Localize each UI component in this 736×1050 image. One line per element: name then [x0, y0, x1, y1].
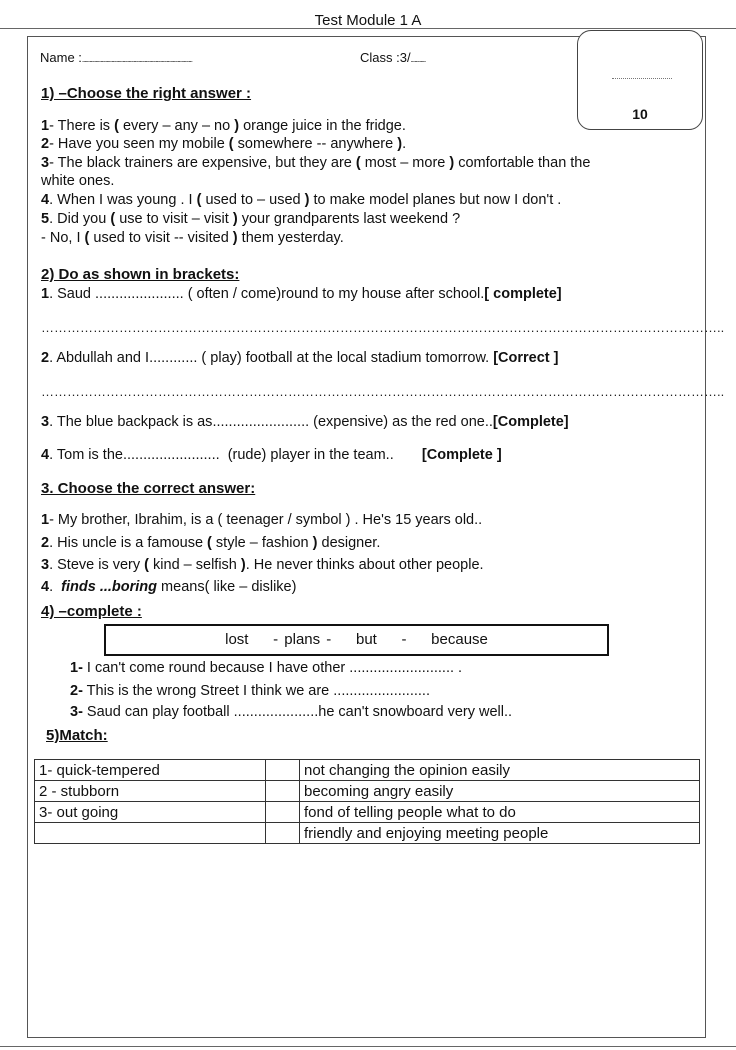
s3-q1-text: - My brother, Ibrahim, is a ( teenager / symbol ) . He's 15 years old..: [49, 512, 483, 528]
s3-q4-rest: means( like – dislike): [157, 579, 297, 595]
s1-q2-number: 2: [41, 136, 50, 152]
s2-q2-blank: ............: [149, 350, 198, 366]
s3-q4-number: 4: [41, 579, 50, 595]
s1-q2-text: - Have you seen my mobile: [49, 136, 229, 152]
s2-question-4: [41, 447, 502, 463]
s1-q2-rest: .: [402, 136, 407, 152]
s2-q4-instruction: [Complete ]: [421, 447, 502, 463]
s3-q2-text: . His uncle is a famouse: [49, 535, 208, 551]
s2-q2-rest: ( play) football at the local stadium tomorrow.: [197, 350, 494, 366]
match-answer-cell[interactable]: [266, 781, 300, 802]
s3-question-3: [41, 557, 484, 573]
name-blank: ..........................................................................................: [81, 55, 192, 64]
s1-question-3-cont: white ones.: [41, 173, 115, 189]
s2-question-1: [41, 286, 562, 302]
section-3-title: 3. Choose the correct answer:: [41, 480, 256, 497]
s4-question-3: [70, 704, 512, 720]
s2-question-3: [41, 414, 569, 430]
s2-q1-answer-line: …………………………………………………………………………………………………………………………………………..: [41, 320, 725, 335]
s3-q4-phrase: finds ...boring: [61, 579, 158, 595]
match-answer-cell[interactable]: [266, 802, 300, 823]
s3-q2-rest: designer.: [317, 535, 381, 551]
s2-question-2: [41, 350, 558, 366]
s4-q3-blank: .....................: [233, 704, 319, 720]
s1-q3-options: most – more: [360, 155, 450, 171]
s1-q5b-rest: them yesterday.: [237, 230, 344, 246]
s1-q5-number: 5: [41, 211, 50, 227]
s1-q5-rest: your grandparents last weekend ?: [237, 211, 461, 227]
s1-q1-options: every – any – no: [118, 118, 235, 134]
s1-q3-number: 3: [41, 155, 50, 171]
s1-q4-close: ): [304, 192, 310, 208]
s3-q1-number: 1: [41, 512, 50, 528]
s3-q3-close: ): [240, 557, 246, 573]
s4-q2-blank: ........................: [333, 683, 430, 699]
s1-q5b-open: (: [84, 230, 90, 246]
s1-q5b-close: ): [232, 230, 238, 246]
s1-q2-options: somewhere -- anywhere: [233, 136, 398, 152]
top-divider: [0, 28, 736, 29]
s1-q3-rest: comfortable than the: [454, 155, 591, 171]
section-2-title: 2) Do as shown in brackets:: [41, 266, 240, 283]
s2-q1-instruction: [ complete]: [484, 286, 562, 302]
score-total: 10: [632, 106, 648, 122]
class-label: Class :3/: [360, 50, 411, 65]
s3-q2-close: ): [312, 535, 318, 551]
score-divider: [612, 78, 672, 79]
s2-q3-rest: (expensive) as the red one..: [309, 414, 493, 430]
s1-question-1: [41, 118, 406, 134]
s3-q2-options: style – fashion: [211, 535, 313, 551]
s2-q3-blank: ........................: [212, 414, 310, 430]
s1-q5b-text: - No, I: [41, 230, 85, 246]
s4-q1-text: I can't come round because I have other: [82, 660, 350, 676]
section-4-title: 4) –complete :: [41, 603, 142, 620]
s2-q2-instruction: [Correct ]: [493, 350, 559, 366]
match-definition: becoming angry easily: [300, 781, 700, 802]
section-1-title: 1) –Choose the right answer :: [41, 85, 252, 102]
s3-q3-options: kind – selfish: [149, 557, 241, 573]
s1-question-4: [41, 192, 561, 208]
s1-question-2: [41, 136, 406, 152]
s1-q5b-options: used to visit -- visited: [89, 230, 233, 246]
s3-q3-number: 3: [41, 557, 50, 573]
s1-q4-options: used to – used: [201, 192, 305, 208]
s1-q4-rest: to make model planes but now I don't .: [309, 192, 562, 208]
match-definition: fond of telling people what to do: [300, 802, 700, 823]
match-answer-cell[interactable]: [266, 760, 300, 781]
s1-q1-rest: orange juice in the fridge.: [239, 118, 406, 134]
s4-q3-rest: he can't snowboard very well..: [318, 704, 513, 720]
s3-q3-rest: . He never thinks about other people.: [245, 557, 484, 573]
s1-question-3: [41, 155, 590, 171]
s2-q2-text: . Abdullah and I: [49, 350, 150, 366]
s1-q1-number: 1: [41, 118, 50, 134]
match-row: [35, 760, 700, 781]
s2-q1-blank: ......................: [95, 286, 184, 302]
s4-q3-number: 3-: [70, 704, 83, 720]
s4-q2-number: 2-: [70, 683, 83, 699]
match-row: [35, 802, 700, 823]
match-definition: friendly and enjoying meeting people: [300, 823, 700, 844]
s2-q2-answer-line: …………………………………………………………………………………………………………………………………………..: [41, 384, 725, 399]
s1-q2-close: ): [397, 136, 403, 152]
class-field: [360, 50, 425, 65]
s1-q1-close: ): [234, 118, 240, 134]
name-field: [40, 50, 192, 65]
s1-q4-open: (: [196, 192, 202, 208]
s2-q4-text: . Tom is the: [49, 447, 123, 463]
s1-q3-open: (: [355, 155, 361, 171]
bottom-divider: [0, 1046, 736, 1047]
s2-q2-number: 2: [41, 350, 50, 366]
s4-question-2: [70, 683, 430, 699]
s3-q2-number: 2: [41, 535, 50, 551]
match-answer-cell[interactable]: [266, 823, 300, 844]
s1-q1-text: - There is: [49, 118, 115, 134]
s2-q4-rest: (rude) player in the team..: [219, 447, 422, 463]
match-term: 2 - stubborn: [35, 781, 266, 802]
s3-q3-open: (: [144, 557, 150, 573]
s4-q1-number: 1-: [70, 660, 83, 676]
class-blank: ............: [410, 55, 426, 64]
s2-q4-number: 4: [41, 447, 50, 463]
s4-q2-text: This is the wrong Street I think we are: [82, 683, 334, 699]
s1-q5-open: (: [110, 211, 116, 227]
s1-q4-text: . When I was young . I: [49, 192, 197, 208]
section-5-title: 5)Match:: [46, 727, 108, 744]
match-term: [35, 823, 266, 844]
s3-q2-open: (: [207, 535, 212, 551]
name-label: Name :: [40, 50, 82, 65]
s3-q4-sep: .: [49, 579, 62, 595]
s1-q3-close: ): [449, 155, 455, 171]
s1-q3-text: - The black trainers are expensive, but they are: [49, 155, 356, 171]
s1-q5-text: . Did you: [49, 211, 111, 227]
match-table: [34, 759, 700, 844]
s2-q4-blank: ........................: [122, 447, 220, 463]
s1-q5-options: use to visit – visit: [115, 211, 233, 227]
s1-q4-number: 4: [41, 192, 50, 208]
s1-q1-open: (: [114, 118, 119, 134]
s2-q3-text: . The blue backpack is as: [49, 414, 213, 430]
s2-q1-rest: ( often / come)round to my house after school.: [183, 286, 485, 302]
s2-q3-number: 3: [41, 414, 50, 430]
match-term: 3- out going: [35, 802, 266, 823]
test-title: Test Module 1 A: [314, 12, 422, 29]
match-row: [35, 823, 700, 844]
s3-question-1: [41, 512, 482, 528]
s1-question-5-answer: [41, 230, 344, 246]
match-definition: not changing the opinion easily: [300, 760, 700, 781]
s1-q2-open: (: [228, 136, 234, 152]
s1-q5-close: ): [232, 211, 238, 227]
s1-question-5: [41, 211, 460, 227]
match-term: 1- quick-tempered: [35, 760, 266, 781]
s3-question-2: [41, 535, 380, 551]
s2-q1-number: 1: [41, 286, 50, 302]
s4-q1-blank: .......................... .: [349, 660, 463, 676]
s3-q3-text: . Steve is very: [49, 557, 145, 573]
s4-q3-text: Saud can play football: [82, 704, 234, 720]
match-row: [35, 781, 700, 802]
s2-q3-instruction: [Complete]: [492, 414, 569, 430]
s3-question-4: [41, 579, 296, 595]
s4-question-1: [70, 660, 462, 676]
s2-q1-text: . Saud: [49, 286, 96, 302]
word-bank: lost - plans - but - because: [225, 631, 488, 648]
